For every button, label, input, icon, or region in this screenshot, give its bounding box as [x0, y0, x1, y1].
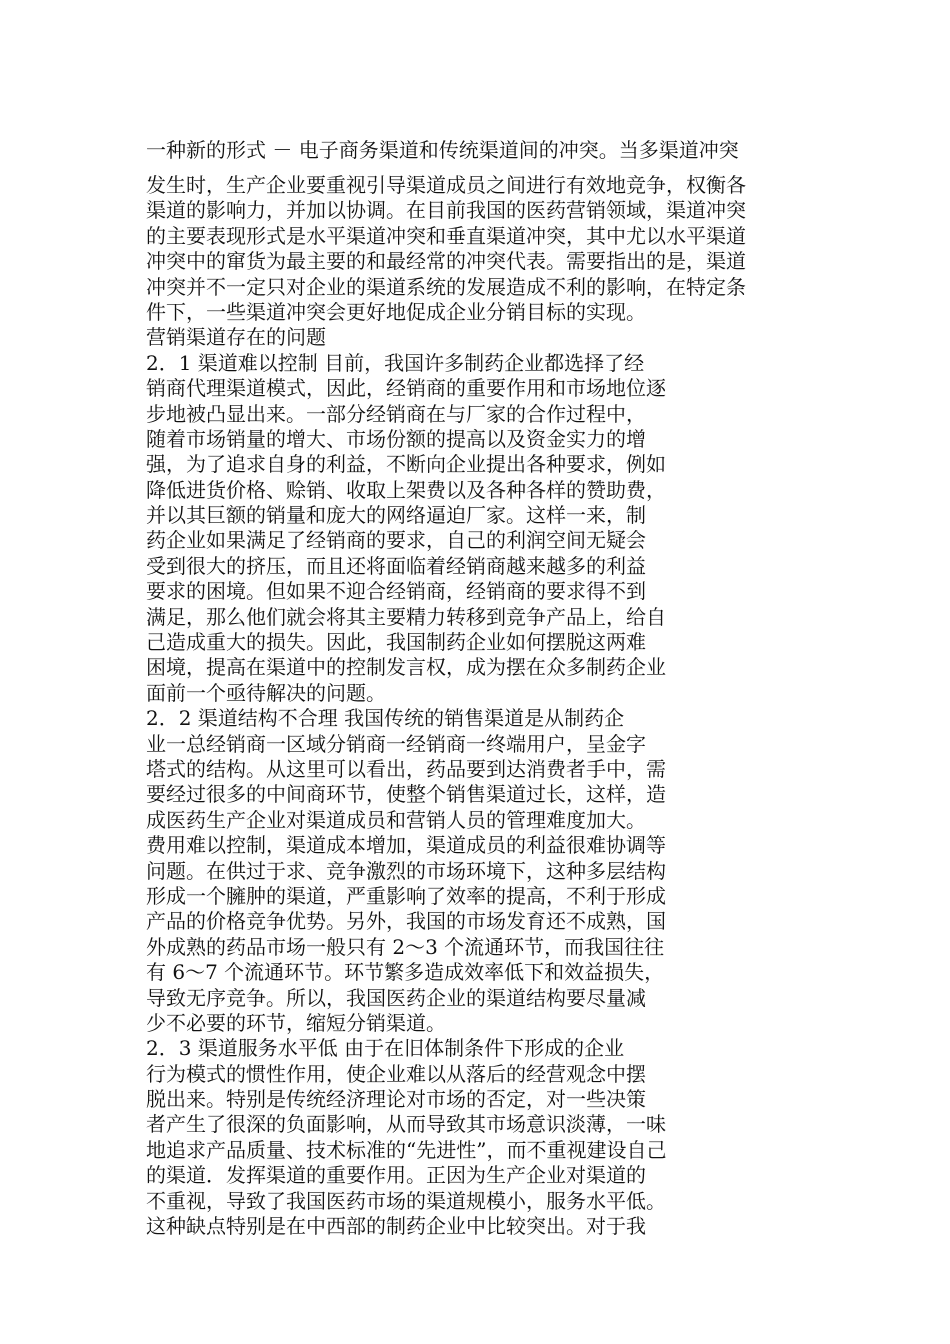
text-line: 要求的困境。但如果不迎合经销商，经销商的要求得不到: [146, 579, 646, 604]
text-line: 步地被凸显出来。一部分经销商在与厂家的合作过程中，: [146, 401, 646, 426]
text-line: 面前一个亟待解决的问题。: [146, 680, 386, 705]
text-line: 费用难以控制，渠道成本增加，渠道成员的利益很难协调等: [146, 833, 666, 858]
text-line: 满足，那么他们就会将其主要精力转移到竞争产品上，给自: [146, 604, 666, 629]
text-line: 不重视，导致了我国医药市场的渠道规模小，服务水平低。: [146, 1188, 666, 1213]
paragraph-intro-line: [146, 138, 739, 163]
text-line: 问题。在供过于求、竞争激烈的市场环境下，这种多层结构: [146, 858, 666, 883]
text-line: 这种缺点特别是在中西部的制药企业中比较突出。对于我: [146, 1214, 646, 1239]
text-line: 件下，一些渠道冲突会更好地促成企业分销目标的实现。: [146, 299, 646, 324]
text-line: 外成熟的药品市场一般只有 2～3 个流通环节，而我国往往: [146, 934, 665, 959]
text-line: 降低进货价格、赊销、收取上架费以及各种各样的赞助费，: [146, 477, 666, 502]
text-line: 者产生了很深的负面影响，从而导致其市场意识淡薄，一味: [146, 1112, 666, 1137]
text-line: 少不必要的环节，缩短分销渠道。: [146, 1010, 446, 1035]
text-line: 有 6～7 个流通环节。环节繁多造成效率低下和效益损失，: [146, 960, 665, 985]
text-line: 塔式的结构。从这里可以看出，药品要到达消费者手中，需: [146, 756, 666, 781]
text-line: 脱出来。特别是传统经济理论对市场的否定，对一些决策: [146, 1087, 646, 1112]
subsection-heading-2-3: 2．3 渠道服务水平低 由于在旧体制条件下形成的企业: [146, 1036, 625, 1061]
text-line: 的渠道．发挥渠道的重要作用。正因为生产企业对渠道的: [146, 1163, 646, 1188]
text-line: 受到很大的挤压，而且还将面临着经销商越来越多的利益: [146, 553, 646, 578]
text-line: 形成一个臃肿的渠道，严重影响了效率的提高，不利于形成: [146, 883, 666, 908]
text-line: 的主要表现形式是水平渠道冲突和垂直渠道冲突，其中尤以水平渠道: [146, 223, 746, 248]
text-line: 成医药生产企业对渠道成员和营销人员的管理难度加大。: [146, 807, 646, 832]
text-line: 产品的价格竞争优势。另外，我国的市场发育还不成熟，国: [146, 909, 666, 934]
text-line: 渠道的影响力，并加以协调。在目前我国的医药营销领域，渠道冲突: [146, 198, 746, 223]
subsection-heading-2-1: 2．1 渠道难以控制 目前，我国许多制药企业都选择了经: [146, 350, 645, 375]
text-line: 随着市场销量的增大、市场份额的提高以及资金实力的增: [146, 426, 646, 451]
text-line: 行为模式的惯性作用，使企业难以从落后的经营观念中摆: [146, 1061, 646, 1086]
text-line: 发生时，生产企业要重视引导渠道成员之间进行有效地竞争，权衡各: [146, 173, 746, 197]
body-text: [146, 173, 746, 1239]
text-line: 业一总经销商一区域分销商一经销商一终端用户，呈金字: [146, 731, 646, 756]
text-line: 强，为了追求自身的利益，不断向企业提出各种要求，例如: [146, 452, 666, 477]
text-line: 要经过很多的中间商环节，使整个销售渠道过长，这样，造: [146, 782, 666, 807]
text-line: 冲突并不一定只对企业的渠道系统的发展造成不利的影响，在特定条: [146, 274, 746, 299]
text-line: 地追求产品质量、技术标准的“先进性”，而不重视建设自己: [146, 1137, 667, 1162]
text-line: 销商代理渠道模式，因此，经销商的重要作用和市场地位逐: [146, 376, 666, 401]
text-line: 并以其巨额的销量和庞大的网络逼迫厂家。这样一来，制: [146, 503, 646, 528]
section-heading: 营销渠道存在的问题: [146, 325, 326, 350]
text-line: 冲突中的窜货为最主要的和最经常的冲突代表。需要指出的是，渠道: [146, 249, 746, 274]
text-line: 困境，提高在渠道中的控制发言权，成为摆在众多制药企业: [146, 655, 666, 680]
text-line: 导致无序竞争。所以，我国医药企业的渠道结构要尽量减: [146, 985, 646, 1010]
subsection-heading-2-2: 2．2 渠道结构不合理 我国传统的销售渠道是从制药企: [146, 706, 625, 731]
text-line: 药企业如果满足了经销商的要求，自己的利润空间无疑会: [146, 528, 646, 553]
text-line: 一种新的形式 － 电子商务渠道和传统渠道间的冲突。当多渠道冲突: [146, 138, 739, 162]
text-line: 己造成重大的损失。因此，我国制药企业如何摆脱这两难: [146, 630, 646, 655]
